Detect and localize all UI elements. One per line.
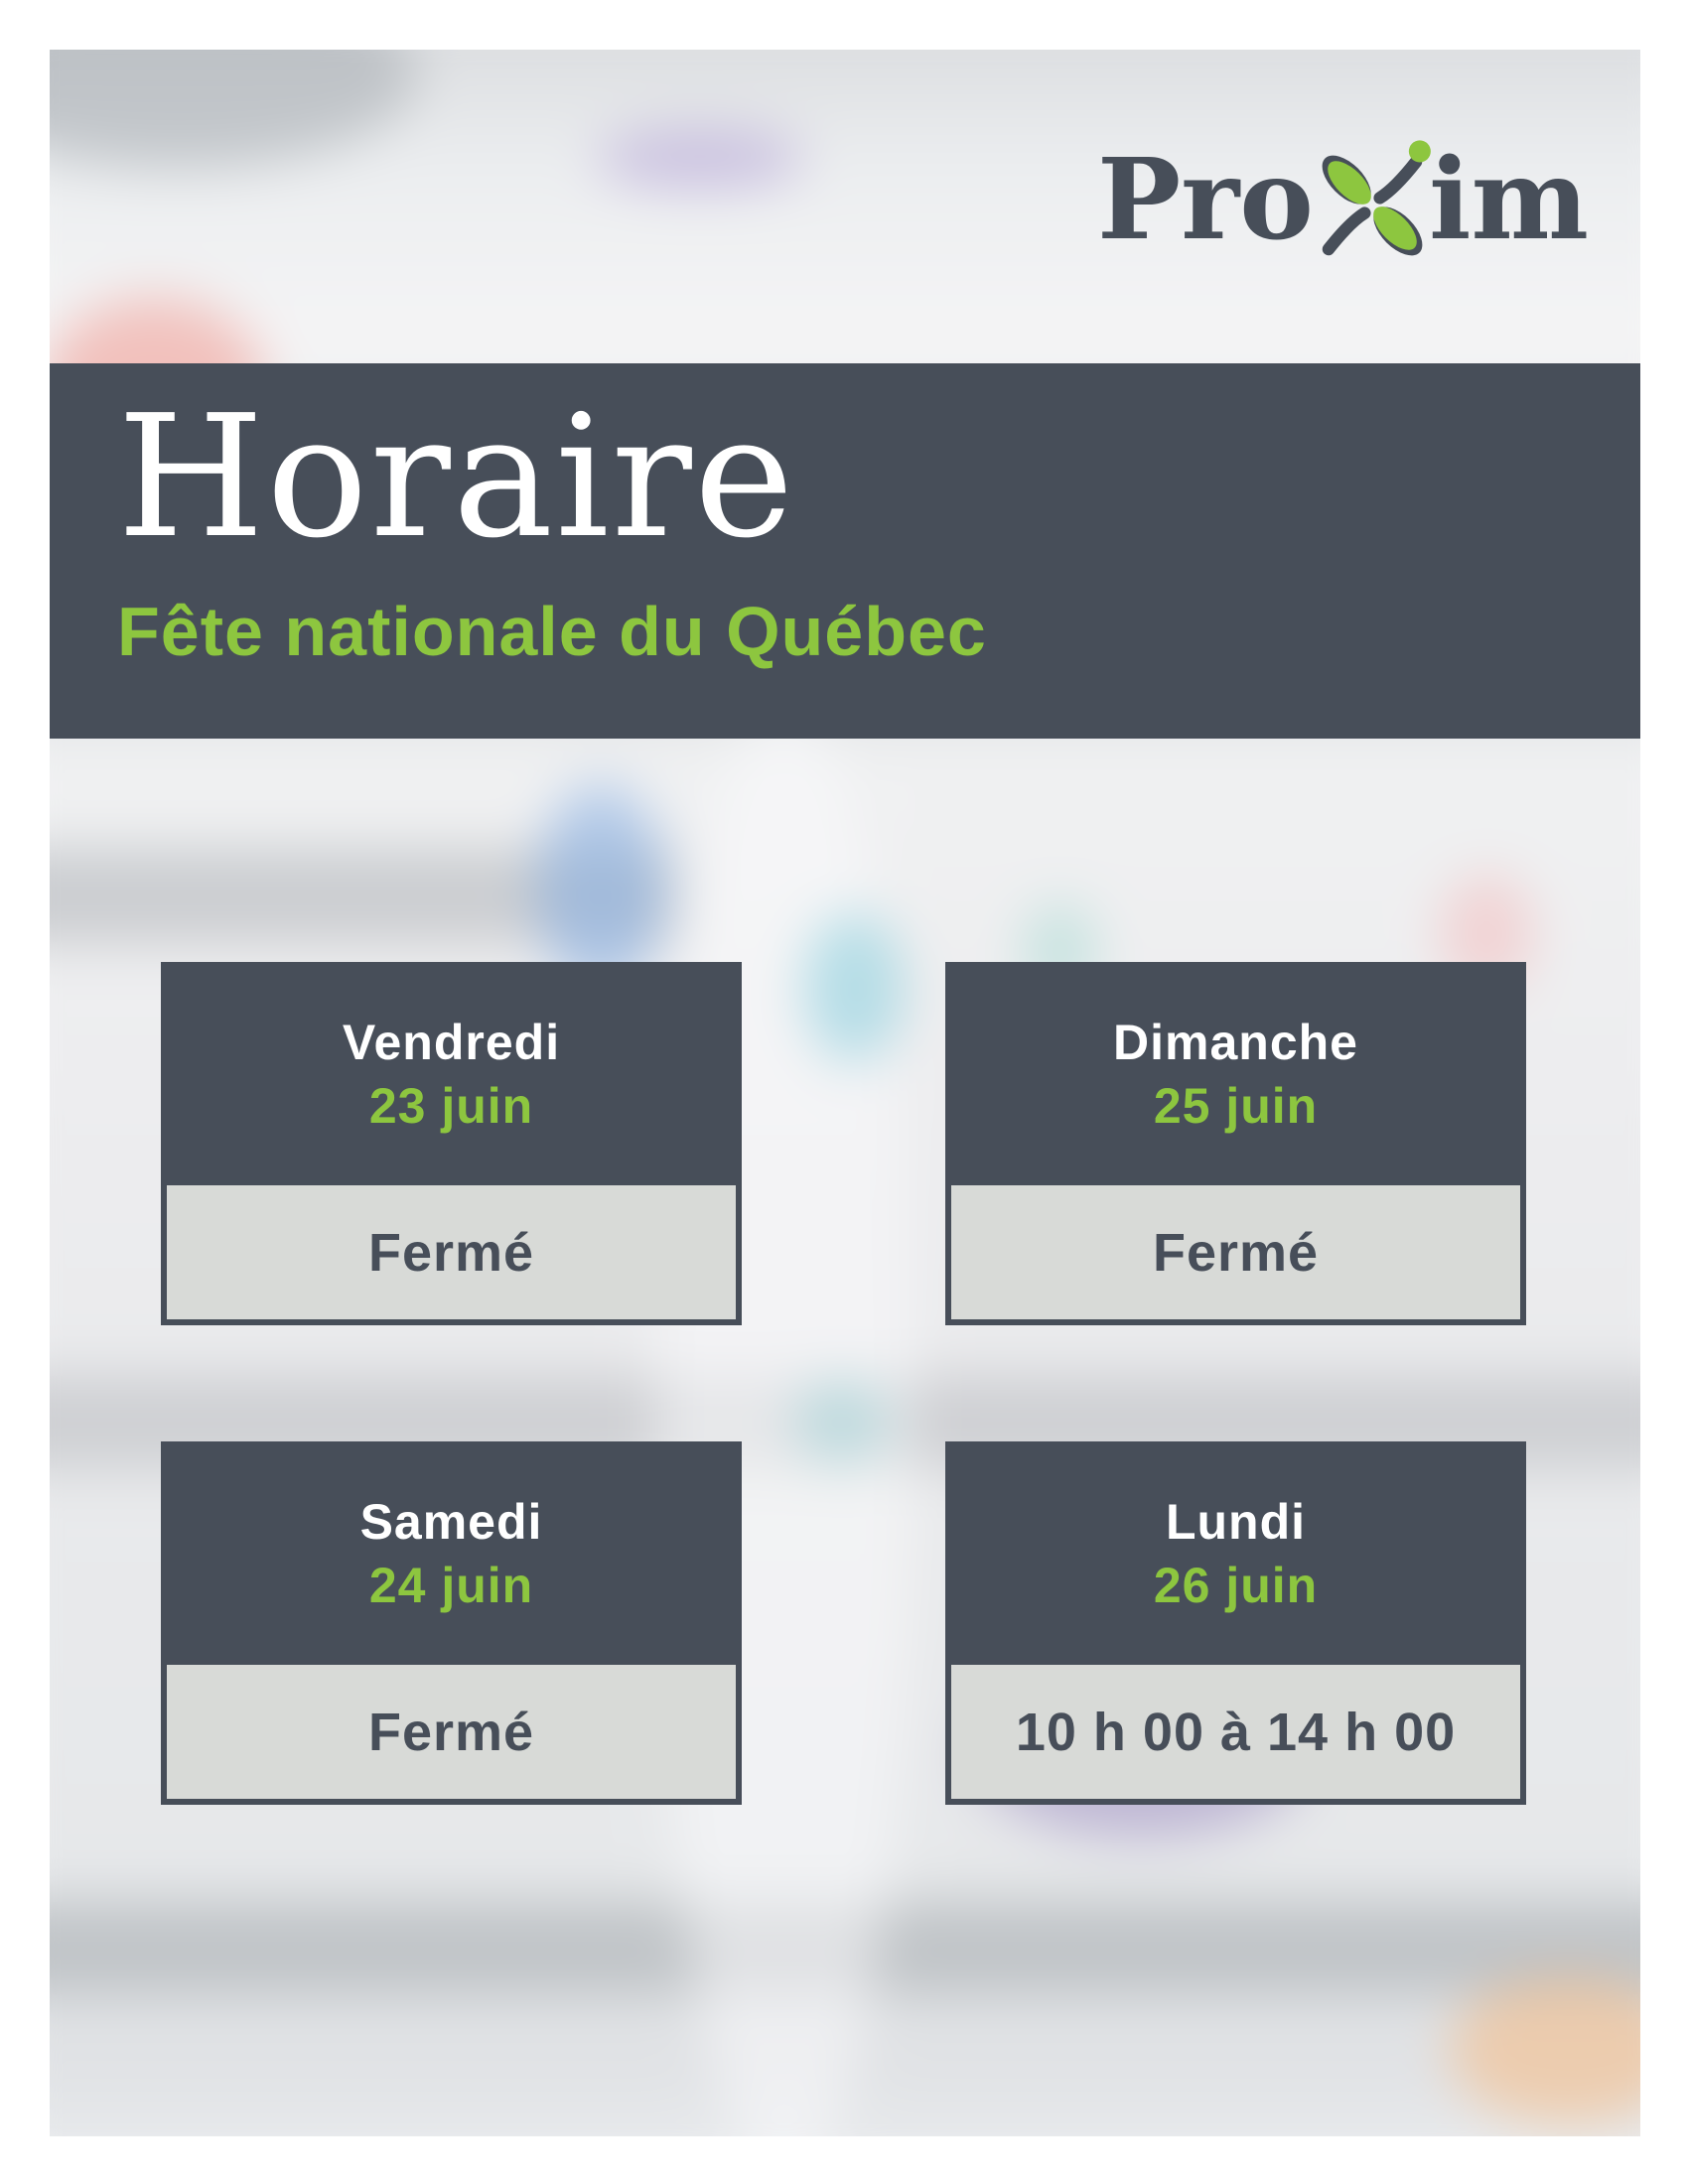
logo-text-pro: Pro	[1097, 135, 1314, 265]
card-header	[951, 1441, 1520, 1665]
proxim-logo	[1097, 135, 1589, 272]
card-hours-value: Fermé	[951, 1185, 1520, 1319]
photo-blob	[794, 1380, 889, 1464]
card-header	[167, 962, 736, 1185]
card-day-label: Samedi	[359, 1493, 543, 1550]
card-date-label: 26 juin	[1153, 1557, 1319, 1613]
card-day-label: Vendredi	[342, 1014, 561, 1070]
schedule-card-vendredi	[161, 962, 742, 1325]
card-hours-value: 10 h 00 à 14 h 00	[951, 1665, 1520, 1799]
card-date-label: 23 juin	[368, 1077, 534, 1134]
photo-blob	[596, 129, 804, 189]
card-hours-value: Fermé	[167, 1185, 736, 1319]
card-day-label: Dimanche	[1113, 1014, 1358, 1070]
proxim-x-leaf-icon	[1306, 139, 1439, 272]
photo-blob	[804, 913, 904, 1062]
card-hours-value: Fermé	[167, 1665, 736, 1799]
card-date-label: 25 juin	[1153, 1077, 1319, 1134]
title-banner	[50, 363, 1640, 739]
card-header	[167, 1441, 736, 1665]
card-date-label: 24 juin	[368, 1557, 534, 1613]
schedule-card-lundi	[945, 1441, 1526, 1805]
schedule-card-samedi	[161, 1441, 742, 1805]
photo-shadow	[50, 50, 417, 169]
schedule-card-dimanche	[945, 962, 1526, 1325]
logo-text-im: im	[1428, 135, 1589, 265]
card-day-label: Lundi	[1165, 1493, 1307, 1550]
page-title: Horaire	[117, 379, 796, 576]
photo-blob	[1450, 1976, 1640, 2124]
page-subtitle: Fête nationale du Québec	[117, 593, 987, 670]
card-header	[951, 962, 1520, 1185]
